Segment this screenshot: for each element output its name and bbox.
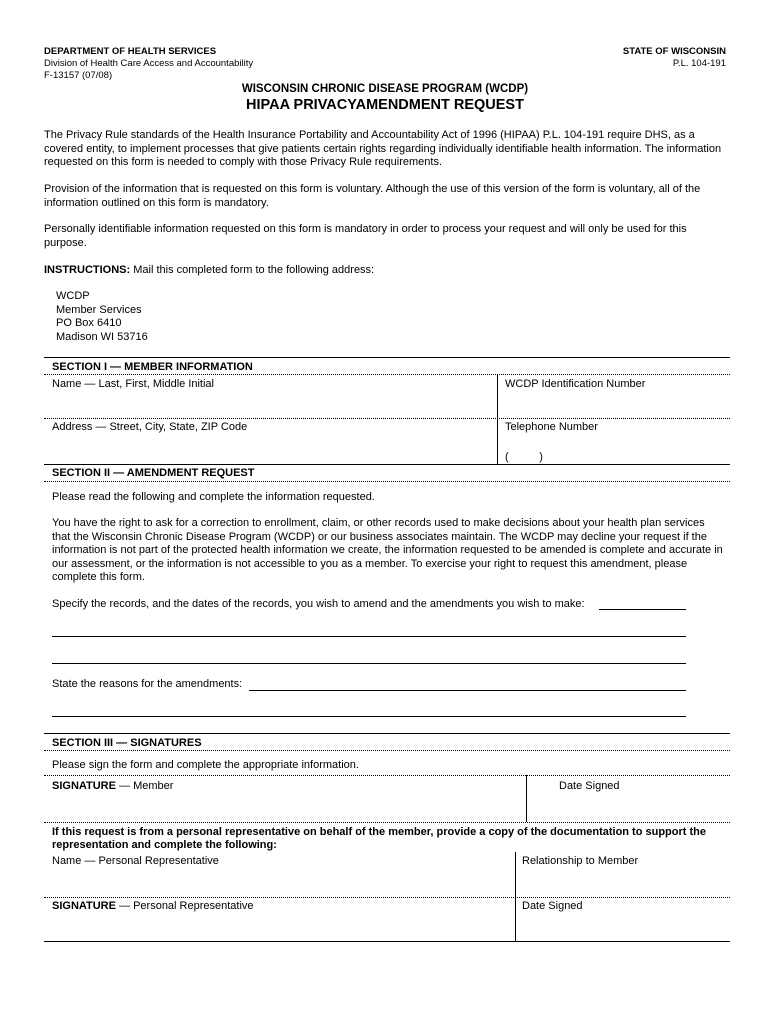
section-3-title-rule bbox=[44, 750, 730, 751]
section-1-divider-2 bbox=[497, 418, 498, 464]
section-3-row-rule bbox=[44, 897, 730, 898]
mailing-address bbox=[56, 290, 148, 344]
section-3-instruction: Please sign the form and complete the appropriate information. bbox=[52, 759, 359, 771]
address-line: Madison WI 53716 bbox=[56, 330, 148, 343]
representative-name-label: Name — Personal Representative bbox=[52, 855, 219, 867]
reasons-input-line[interactable] bbox=[249, 690, 686, 691]
records-input-line-3[interactable] bbox=[52, 663, 686, 664]
representative-name-field[interactable] bbox=[52, 855, 508, 893]
section-3-rep-rule bbox=[44, 822, 730, 823]
member-signature-label: — Member bbox=[115, 780, 174, 792]
member-address-field[interactable] bbox=[52, 421, 492, 461]
member-date-field[interactable] bbox=[559, 780, 725, 820]
representative-signature-label-bold: SIGNATURE bbox=[52, 900, 116, 912]
instructions bbox=[44, 264, 728, 278]
form-number: F-13157 (07/08) bbox=[44, 70, 113, 81]
form-bottom-rule bbox=[44, 941, 730, 942]
section-3-title: SECTION III — SIGNATURES bbox=[52, 737, 202, 749]
member-name-field[interactable] bbox=[52, 378, 492, 416]
records-input-line[interactable] bbox=[599, 609, 686, 610]
member-signature-label-bold: SIGNATURE bbox=[52, 780, 116, 792]
section-3-top-rule bbox=[44, 733, 730, 734]
section-2-title: SECTION II — AMENDMENT REQUEST bbox=[52, 467, 255, 479]
member-name-label: Name — Last, First, Middle Initial bbox=[52, 378, 214, 390]
representative-date-label: Date Signed bbox=[522, 900, 583, 912]
division-name: Division of Health Care Access and Accountability bbox=[44, 58, 254, 69]
representative-date-field[interactable] bbox=[522, 900, 726, 938]
section-1-title: SECTION I — MEMBER INFORMATION bbox=[52, 361, 253, 373]
address-line: PO Box 6410 bbox=[56, 317, 122, 329]
section-1-row-rule bbox=[44, 418, 730, 419]
section-2-body: You have the right to ask for a correction to enrollment, claim, or other records used to make decisions about your health plan services that the Wisconsin Chronic Disease Program (WCDP) or our business associates maintain. The WCDP may decline your request if the information is not part of the protected health information we create, the information requested to be amended is complete and accurate in our assessment, or the information is not accessible to you as a member. To exercise your right to request this amendment, please complete this form. bbox=[52, 517, 723, 583]
intro-paragraph-1: The Privacy Rule standards of the Health Insurance Portability and Accountability Act of 1996 (HIPAA) P.L. 104-191 require DHS, as a covered entity, to implement processes that give patients certain rights regarding individually identifiable health information. The information requested on this form is needed to comply with those Privacy Rule requirements. bbox=[44, 129, 722, 168]
public-law: P.L. 104-191 bbox=[672, 58, 726, 69]
section-1-top-rule bbox=[44, 357, 730, 358]
wcdp-id-field[interactable] bbox=[505, 378, 725, 416]
reasons-input-line-2[interactable] bbox=[52, 716, 686, 717]
department-name: DEPARTMENT OF HEALTH SERVICES bbox=[44, 46, 217, 57]
section-1-divider bbox=[497, 374, 498, 418]
state-name: STATE OF WISCONSIN bbox=[622, 46, 726, 57]
representative-signature-label: — Personal Representative bbox=[115, 900, 254, 912]
telephone-label: Telephone Number bbox=[505, 421, 598, 433]
section-2-instruction: Please read the following and complete the information requested. bbox=[52, 491, 375, 503]
instructions-label: INSTRUCTIONS: bbox=[44, 264, 131, 276]
section-2-top-rule bbox=[44, 464, 730, 465]
section-3-sig-rule bbox=[44, 775, 730, 776]
records-label: Specify the records, and the dates of the records, you wish to amend and the amendments you wish to make: bbox=[52, 598, 585, 610]
relationship-field[interactable] bbox=[522, 855, 726, 893]
records-input-line-2[interactable] bbox=[52, 636, 686, 637]
intro-paragraph-2: Provision of the information that is requested on this form is voluntary. Although the use of this version of the form is voluntary, all of the information outlined on this form is mandatory. bbox=[44, 183, 701, 209]
intro-paragraph-3: Personally identifiable information requested on this form is mandatory in order to process your request and will only be used for this purpose. bbox=[44, 223, 687, 249]
member-date-label: Date Signed bbox=[559, 780, 620, 792]
address-line: WCDP bbox=[56, 290, 90, 302]
telephone-area-code: ( ) bbox=[505, 451, 543, 463]
wcdp-id-label: WCDP Identification Number bbox=[505, 378, 646, 390]
representative-signature-field[interactable] bbox=[52, 900, 508, 938]
section-1-title-rule bbox=[44, 374, 730, 375]
instructions-text: Mail this completed form to the following address: bbox=[130, 264, 375, 276]
program-name: WISCONSIN CHRONIC DISEASE PROGRAM (WCDP) bbox=[241, 83, 529, 95]
address-line: Member Services bbox=[56, 303, 142, 316]
section-3-divider bbox=[526, 775, 527, 822]
reasons-label: State the reasons for the amendments: bbox=[52, 678, 243, 690]
section-2-title-rule bbox=[44, 481, 730, 482]
relationship-label: Relationship to Member bbox=[522, 855, 639, 867]
member-address-label: Address — Street, City, State, ZIP Code bbox=[52, 421, 248, 433]
form-title: HIPAA PRIVACYAMENDMENT REQUEST bbox=[246, 97, 524, 113]
representative-note: If this request is from a personal representative on behalf of the member, provide a copy of the documentation to support the representation and complete the following: bbox=[52, 826, 706, 851]
member-signature-field[interactable] bbox=[52, 780, 520, 820]
